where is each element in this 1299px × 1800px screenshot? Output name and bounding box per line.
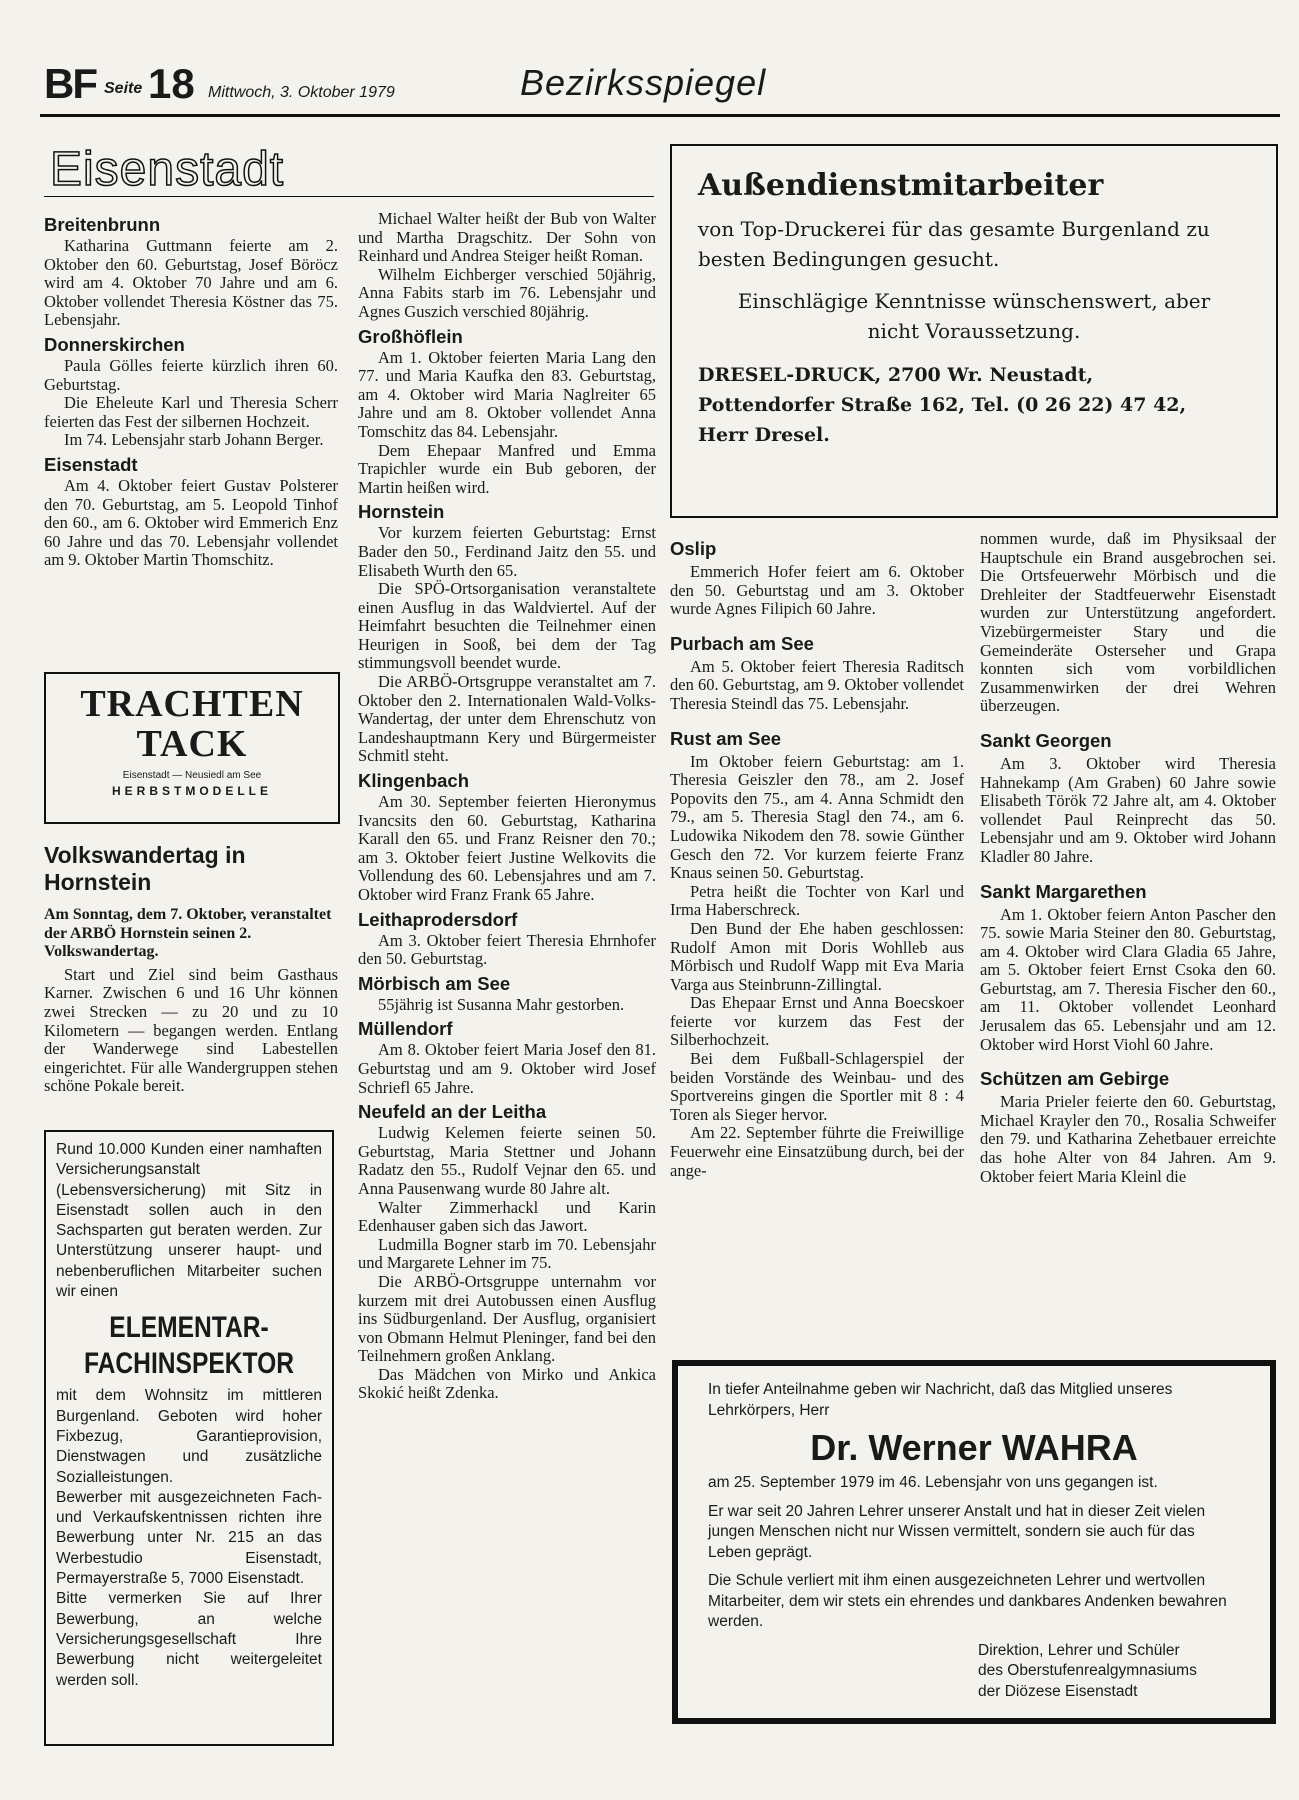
paragraph: Am 1. Oktober feierten Maria Lang den 77. und Maria Kaufka den 83. Geburtstag, am 4. Oktober wird Maria Naglreiter 65 Jahre und am 8. Oktober vollendet Anna Tomschitz das 84. Lebensjahr.: [358, 347, 656, 441]
big-ad-contact3: Herr Dresel.: [698, 424, 830, 446]
section-heading: Neufeld an der Leitha: [358, 1101, 547, 1123]
paragraph: Am 3. Oktober feiert Theresia Ehrnhofer den 50. Geburtstag.: [358, 930, 656, 969]
paragraph: Wilhelm Eichberger verschied 50jährig, Anna Fabits starb im 76. Lebensjahr und Agnes Guszich verschied 80jährig.: [358, 264, 656, 321]
section-continued: [980, 530, 1276, 716]
section-sankt-georgen: [980, 730, 1276, 867]
section-heading: Oslip: [670, 538, 717, 559]
volkswandertag-lead: Am Sonntag, dem 7. Oktober, veranstaltet der ARBÖ Hornstein seinen 2. Volkswandertag.: [44, 906, 332, 961]
section-heading: Sankt Margarethen: [980, 880, 1147, 902]
job-ad-intro: Rund 10.000 Kunden einer namhaften Versicherungsanstalt (Lebensversicherung) mit Sitz in Eisenstadt sollen auch in den Sachsparten gut beraten werden. Zur Unterstützung unserer haupt- und nebenberuflichen Mitarbeiter suchen wir einen: [56, 1141, 322, 1301]
masthead-date: Mittwoch, 3. Oktober 1979: [208, 84, 395, 101]
paragraph: Walter Zimmerhackl und Karin Edenhauser gaben sich das Jawort.: [358, 1197, 656, 1236]
paragraph: Petra heißt die Tochter von Karl und Irma Haberschreck.: [670, 881, 964, 920]
obituary-date-line: am 25. September 1979 im 46. Lebensjahr von uns gegangen ist.: [708, 1474, 1158, 1491]
section-heading: Schützen am Gebirge: [980, 1068, 1170, 1090]
obituary-intro: In tiefer Anteilnahme geben wir Nachricht, daß das Mitglied unseres Lehrkörpers, Herr: [708, 1381, 1173, 1419]
paragraph: Dem Ehepaar Manfred und Emma Trapichler wurde ein Bub geboren, der Martin heißen wird.: [358, 440, 656, 497]
section-purbach: [670, 633, 964, 714]
paragraph: Am 3. Oktober wird Theresia Hahnekamp (Am Graben) 60 Jahre sowie Elisabeth Török 72 Jahre alt, am 4. Oktober vollendet Paul Reinprecht das 50. Lebensjahr und am 9. Oktober wird Johann Kladler 80 Jahre.: [980, 753, 1276, 866]
section-neufeld: [358, 1101, 656, 1403]
region-title: Eisenstadt: [50, 143, 285, 196]
paragraph: Den Bund der Ehe haben geschlossen: Rudolf Amon mit Doris Wohlleb aus Mörbisch und Rudolf Wapp mit Eva Maria Varga aus Steinbrunn-Zillingtal.: [670, 918, 964, 994]
obituary-notice: [672, 1360, 1276, 1724]
section-schuetzen: [980, 1068, 1276, 1186]
volkswandertag-article: [44, 906, 338, 1096]
paragraph: Emmerich Hofer feiert am 6. Oktober den 50. Geburtstag und am 3. Oktober wurde Agnes Filipich 60 Jahre.: [670, 562, 964, 619]
paragraph: Vor kurzem feierten Geburtstag: Ernst Bader den 50., Ferdinand Jaitz den 55. und Elisabeth Wurth den 65.: [358, 523, 656, 580]
masthead-logo: BF: [44, 60, 96, 107]
section-heading: Mörbisch am See: [358, 972, 511, 994]
section-heading: Großhöflein: [358, 325, 463, 347]
paragraph: Ludmilla Bogner starb im 70. Lebensjahr und Margarete Lehner im 75.: [358, 1234, 656, 1273]
section-rust: [670, 728, 964, 1181]
obituary-signature: [708, 1641, 1240, 1703]
trachten-ad-tagline: HERBSTMODELLE: [112, 784, 272, 798]
volkswandertag-headline: Volkswandertag in Hornstein: [44, 842, 246, 895]
section-moerbisch: [358, 973, 656, 1015]
trachten-ad-line2: TACK: [136, 723, 248, 765]
fachinspektor-job-ad: [44, 1130, 334, 1746]
paragraph: Ludwig Kelemen feierte seinen 50. Geburtstag, Maria Stettner und Johann Radatz den 55., Rudolf Vejnar den 65. und Anna Pausenwang wurde 80 Jahre alt.: [358, 1123, 656, 1198]
paragraph: Am 8. Oktober feiert Maria Josef den 81. Geburtstag und am 9. Oktober wird Josef Schriefl 65 Jahre.: [358, 1040, 656, 1097]
masthead-rule: [40, 114, 1280, 117]
masthead-section: Bezirksspiegel: [520, 62, 767, 103]
job-ad-note: Bitte vermerken Sie auf Ihrer Bewerbung, an welche Versicherungsgesellschaft Ihre Bewerbung nicht weitergeleitet werden soll.: [56, 1590, 322, 1689]
big-ad-contact1: DRESEL-DRUCK, 2700 Wr. Neustadt,: [698, 364, 1094, 386]
masthead-page-number: 18: [148, 60, 195, 107]
trachten-tack-ad: [44, 672, 340, 824]
paragraph: Die ARBÖ-Ortsgruppe veranstaltet am 7. Oktober den 2. Internationalen Wald-Volks-Wandertag, der unter dem Ehrenschutz von Landeshauptmann Kery und Bürgermeister Schmitl steht.: [358, 672, 656, 766]
paragraph: Die Eheleute Karl und Theresia Scherr feierten das Fest der silbernen Hochzeit.: [44, 393, 338, 431]
section-donnerskirchen: [44, 334, 338, 450]
section-muellendorf: [358, 1018, 656, 1097]
paragraph: Maria Prieler feierte den 60. Geburtstag, Michael Krayler den 70., Rosalia Schweifer den 79. und Katharina Zehetbauer erreichte das hohe Alter von 84 Jahren. Am 9. Oktober feiert Maria Kleinl die: [980, 1092, 1276, 1186]
section-continued: [358, 210, 656, 322]
section-heading: Purbach am See: [670, 632, 814, 654]
section-sankt-margarethen: [980, 881, 1276, 1055]
job-ad-title-line1: ELEMENTAR-: [109, 1311, 269, 1345]
section-heading: Breitenbrunn: [44, 214, 161, 235]
aussendienst-job-ad: [670, 144, 1278, 518]
paragraph: Bei dem Fußball-Schlagerspiel der beiden Vorstände des Weinbau- und des Sportvereins gingen die Sportler mit 8 : 4 Toren als Sieger hervor.: [670, 1049, 964, 1124]
section-eisenstadt: [44, 454, 338, 570]
paragraph: 55jährig ist Susanna Mahr gestorben.: [378, 994, 625, 1014]
paragraph: Am 5. Oktober feiert Theresia Raditsch den 60. Geburtstag, am 9. Oktober vollendet Theresia Steindl das 75. Lebensjahr.: [670, 656, 964, 713]
section-heading: Müllendorf: [358, 1018, 453, 1040]
column-4-news: [980, 530, 1276, 1186]
column-2-news: [358, 210, 656, 1403]
job-ad-details: mit dem Wohnsitz im mittleren Burgenland. Geboten wird hoher Fixbezug, Garantieprovision, Dienstwagen und zusätzliche Sozialleistungen.: [56, 1387, 322, 1486]
trachten-ad-places: Eisenstadt — Neusiedl am See: [122, 770, 262, 781]
section-heading: Donnerskirchen: [44, 333, 185, 355]
paragraph: Paula Gölles feierte kürzlich ihren 60. Geburtstag.: [44, 355, 338, 394]
section-heading: Hornstein: [358, 501, 445, 523]
section-hornstein: [358, 501, 656, 766]
paragraph: Am 1. Oktober feiern Anton Pascher den 75. sowie Maria Steiner den 80. Geburtstag, am 4. Oktober wird Clara Gladia 65 Jahre, am 5. Oktober feiert Ernst Csoka den 60. Geburtstag, am 7. Theresia Fischer den 60., am 11. Oktober vollendet Leonhard Jerusalem das 65. Lebensjahr und am 12. Oktober wird Horst Viohl 60 Jahre.: [980, 904, 1276, 1054]
obituary-paragraph-2: Die Schule verliert mit ihm einen ausgezeichneten Lehrer und wertvollen Mitarbeiter, dem wir stets ein ehrendes und dankbares Andenken bewahren werden.: [708, 1572, 1227, 1630]
job-ad-title-line2: FACHINSPEKTOR: [83, 1347, 295, 1381]
big-ad-line2: Einschlägige Kenntnisse wünschenswert, aber nicht Voraussetzung.: [737, 289, 1211, 343]
section-heading: Klingenbach: [358, 770, 470, 792]
section-grosshoeflein: [358, 326, 656, 498]
paragraph: Am 22. September führte die Freiwillige Feuerwehr eine Einsatzübung durch, bei der ange-: [670, 1123, 964, 1180]
trachten-ad-line1: TRACHTEN: [80, 683, 304, 725]
section-heading: Sankt Georgen: [980, 729, 1112, 751]
section-heading: Leithaprodersdorf: [358, 908, 518, 930]
section-klingenbach: [358, 770, 656, 905]
section-heading: Rust am See: [670, 727, 782, 749]
paragraph: Im 74. Lebensjahr starb Johann Berger.: [64, 430, 324, 450]
big-ad-line1: von Top-Druckerei für das gesamte Burgenland zu besten Bedingungen gesucht.: [698, 217, 1210, 271]
section-leithaprodersdorf: [358, 909, 656, 969]
paragraph: Die SPÖ-Ortsorganisation veranstaltete einen Ausflug in das Waldviertel. Auf der Heimfahrt besuchten die Teilnehmer einen Heurigen in Sooß, bei dem der Tag stimmungsvoll beendet wurde.: [358, 579, 656, 673]
big-ad-title: Außendienstmitarbeiter: [698, 168, 1104, 203]
section-oslip: [670, 538, 964, 619]
obituary-signature-line: Direktion, Lehrer und Schüler: [978, 1641, 1180, 1659]
masthead-seite-label: Seite: [104, 80, 143, 97]
column-1-news: [44, 210, 338, 570]
job-ad-apply: Bewerber mit ausgezeichneten Fach- und Verkaufskentnissen richten ihre Bewerbung unter Nr. 215 an das Werbestudio Eisenstadt, Permayerstraße 5, 7000 Eisenstadt.: [56, 1488, 322, 1588]
paragraph: nommen wurde, daß im Physiksaal der Hauptschule ein Brand ausgebrochen sei. Die Ortsfeuerwehr Mörbisch und die Drehleiter der Stadtfeuerwehr Eisenstadt wurden zur Unterstützung angefordert. Vizebürgermeister Stary und die Gemeinderäte Osterseher und Grapa konnten sich vom vorbildlichen Zusammenwirken der drei Wehren überzeugen.: [980, 529, 1276, 716]
column-3-news: [670, 530, 964, 1180]
paragraph: Im Oktober feiern Geburtstag: am 1. Theresia Geiszler den 78., am 2. Josef Popovits den 75., am 4. Anna Schmidt den 79., am 5. Theresia Stagl den 74., am 6. Ludowika Nikodem den 78. sowie Günther Gesch den 72. Vor kurzem feierte Franz Knaus seinen 50. Geburtstag.: [670, 751, 964, 883]
obituary-name: Dr. Werner WAHRA: [810, 1427, 1138, 1468]
section-heading: Eisenstadt: [44, 453, 138, 475]
big-ad-contact2: Pottendorfer Straße 162, Tel. (0 26 22) 47 42,: [698, 394, 1187, 416]
paragraph: Am 4. Oktober feiert Gustav Polsterer den 70. Geburtstag, am 5. Leopold Tinhof den 60., am 6. Oktober wird Emmerich Enz 60 Jahre und das 70. Lebensjahr vollendet am 9. Oktober Martin Thomschitz.: [44, 475, 338, 570]
section-breitenbrunn: [44, 214, 338, 330]
paragraph: Die ARBÖ-Ortsgruppe unternahm vor kurzem mit drei Autobussen einen Ausflug ins Südburgenland. Der Ausflug, organisiert von Obmann Helmut Pleninger, fand bei den Teilnehmern großen Anklang.: [358, 1271, 656, 1366]
paragraph: Katharina Guttmann feierte am 2. Oktober den 60. Geburtstag, Josef Böröcz wird am 4. Oktober 70 Jahre und am 6. Oktober vollendet Theresia Köstner das 75. Lebensjahr.: [44, 236, 338, 330]
volkswandertag-body: Start und Ziel sind beim Gasthaus Karner. Zwischen 6 und 16 Uhr können zwei Strecken — zu 20 und zu 10 Kilometern — begangen werden. Entlang der Wanderwege sind Labestellen eingerichtet. Für alle Wandergruppen stehen schöne Pokale bereit.: [44, 964, 338, 1096]
paragraph: Das Ehepaar Ernst und Anna Boecskoer feierte vor kurzem das Fest der Silberhochzeit.: [670, 993, 964, 1050]
obituary-signature-line: des Oberstufenrealgymnasiums: [978, 1662, 1197, 1679]
paragraph: Am 30. September feierten Hieronymus Ivancsits den 60. Geburtstag, Katharina Karall den 65. und Franz Reisner den 70.; am 3. Oktober feiert Justine Welkovits die Vollendung des 60. Lebensjahres und am 7. Oktober wird Franz Frank 65 Jahre.: [358, 792, 656, 904]
paragraph: Michael Walter heißt der Bub von Walter und Martha Dragschitz. Der Sohn von Reinhard und Andrea Steiger heißt Roman.: [358, 209, 656, 266]
region-title-rule: [44, 196, 654, 197]
paragraph: Das Mädchen von Mirko und Ankica Skokić heißt Zdenka.: [358, 1364, 656, 1403]
obituary-paragraph-1: Er war seit 20 Jahren Lehrer unserer Anstalt und hat in dieser Zeit vielen jungen Menschen nicht nur Wissen vermittelt, sondern sie auch für das Leben geprägt.: [708, 1502, 1206, 1561]
obituary-signature-line: der Diözese Eisenstadt: [978, 1682, 1138, 1700]
